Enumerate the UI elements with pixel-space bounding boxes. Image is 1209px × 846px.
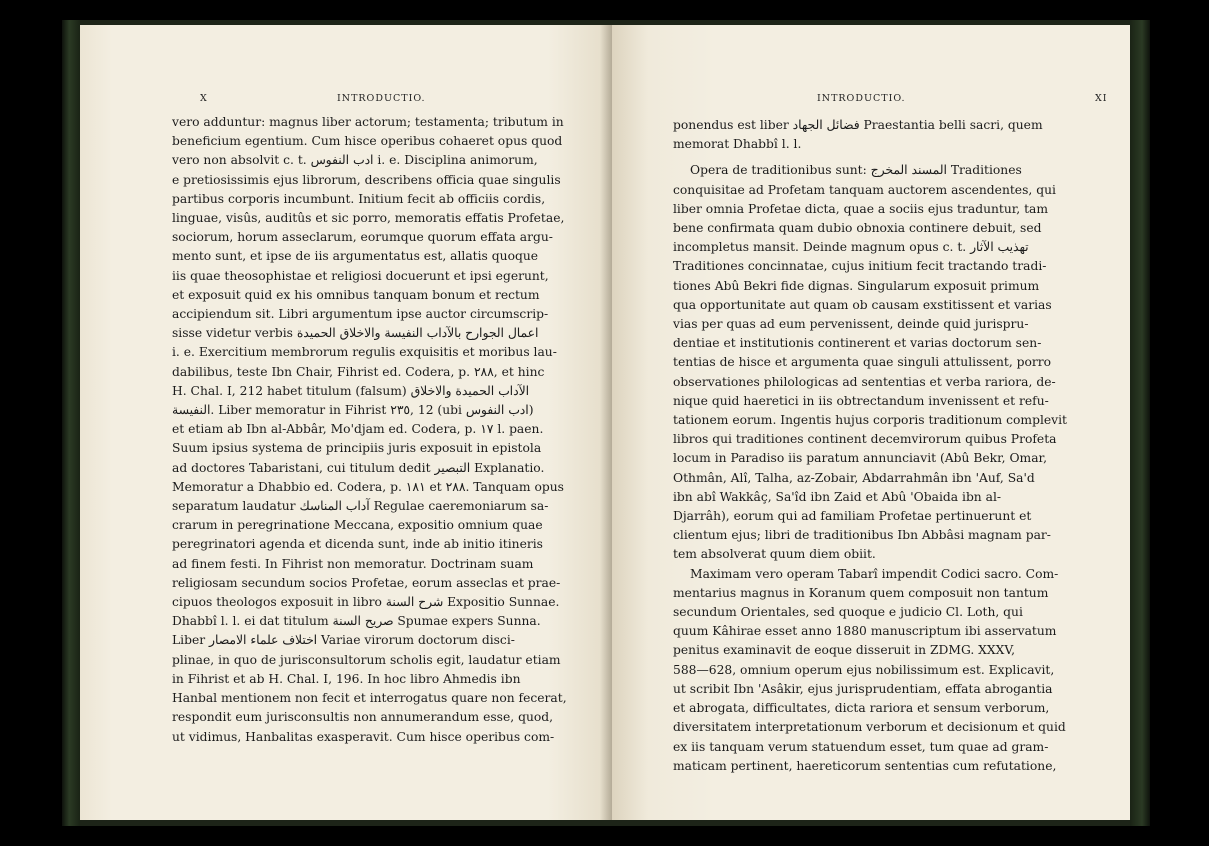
text-line: Traditiones concinnatae, cujus initium fecit tractando tradi- [673, 259, 1047, 274]
text-line: in Fihrist et ab H. Chal. I, 196. In hoc libro Ahmedis ibn [172, 671, 521, 686]
text-line: vias per quas ad eum pervenissent, deinde quid jurispru- [673, 317, 1029, 332]
text-line: sisse videtur verbis اعمال الجوارح بالآداب النفيسة والاخلاق الحميدة [172, 326, 539, 341]
right-page-number: XI [1095, 93, 1108, 104]
right-page [612, 25, 1130, 820]
text-line: ad doctores Tabaristani, cui titulum dedit التبصير Explanatio. [172, 460, 545, 475]
text-line: linguae, visûs, auditûs et sic porro, memoratis effatis Profetae, [172, 211, 565, 226]
text-line: crarum in peregrinatione Meccana, expositio omnium quae [172, 518, 543, 533]
text-line: bene confirmata quam dubio obnoxia continere debuit, sed [673, 221, 1042, 236]
text-line: sociorum, horum asseclarum, eorumque quorum effata argu- [172, 230, 553, 245]
text-line: Dhabbî l. l. ei dat titulum صريح السنة Spumae expers Sunna. [172, 614, 541, 629]
text-line: Maximam vero operam Tabarî impendit Codici sacro. Com- [690, 566, 1059, 581]
text-line: diversitatem interpretationum verborum et decisionum et quid [673, 720, 1066, 735]
text-line: Liber اختلاف علماء الامصار Variae virorum doctorum disci- [172, 633, 515, 648]
text-line: Memoratur a Dhabbio ed. Codera, p. ١٨١ et ٢٨٨. Tanquam opus [172, 479, 564, 494]
text-line: penitus examinavit de eoque disseruit in ZDMG. XXXV, [673, 643, 1016, 658]
text-line: ut scribit Ibn 'Asâkir, ejus jurisprudentiam, effata abrogantia [673, 681, 1053, 696]
text-line: observationes philologicas ad sententias et verba rariora, de- [673, 374, 1056, 389]
text-line: ponendus est liber فضائل الجهاد Praestantia belli sacri, quem [673, 118, 1043, 132]
text-line: tentias de hisce et argumenta quae singuli attulissent, porro [673, 355, 1052, 370]
left-page-number: X [200, 93, 208, 104]
text-line: clientum ejus; libri de traditionibus Ibn Abbâsi magnam par- [673, 528, 1051, 543]
right-running-head: INTRODUCTIO. [817, 93, 906, 104]
text-line: incompletus mansit. Deinde magnum opus c. t. تهذيب الآثار [673, 240, 1029, 255]
text-line: e pretiosissimis ejus librorum, describens officia quae singulis [172, 172, 561, 187]
right-page-text [673, 116, 1076, 776]
text-line: 588—628, omnium operum ejus nobilissimum est. Explicavit, [673, 662, 1055, 677]
text-line: النفيسة. Liber memoratur in Fihrist ٢٣٥, 12 (ubi ادب النفوس) [172, 403, 534, 418]
text-line: quum Kâhirae esset anno 1880 manuscriptum ibi asservatum [673, 624, 1057, 639]
text-line: respondit eum jurisconsultis non annumerandum esse, quod, [172, 710, 554, 725]
text-line: nique quid haeretici in iis obtrectandum invenissent et refu- [673, 393, 1049, 408]
text-line: separatum laudatur آداب المناسك Regulae caeremoniarum sa- [172, 499, 549, 514]
text-line: iis quae theosophistae et religiosi docuerunt et ipsi egerunt, [172, 268, 549, 283]
text-line: beneficium egentium. Cum hisce operibus cohaeret opus quod [172, 134, 563, 149]
text-line: Othmân, Alî, Talha, az-Zobair, Abdarrahmân ibn 'Auf, Sa'd [673, 470, 1035, 485]
text-line: ibn abî Wakkâç, Sa'îd ibn Zaid et Abû 'Obaida ibn al- [673, 489, 1002, 504]
right-binding [1130, 20, 1150, 826]
text-line: partibus corporis incumbunt. Initium fecit ab officiis cordis, [172, 191, 546, 206]
text-line: locum in Paradiso iis paratum annunciavit (Abû Bekr, Omar, [673, 451, 1047, 466]
text-line: et abrogata, difficultates, dicta rariora et sensum verborum, [673, 701, 1050, 716]
text-line: ad finem festi. In Fihrist non memoratur. Doctrinam suam [172, 556, 534, 571]
text-line: dentiae et institutionis continerent et varias doctorum sen- [673, 336, 1042, 351]
text-line: et etiam ab Ibn al-Abbâr, Mo'djam ed. Codera, p. ١٧ l. paen. [172, 422, 544, 437]
text-line: conquisitae ad Profetam tanquam auctorem ascendentes, qui [673, 182, 1056, 197]
text-line: vero adduntur: magnus liber actorum; testamenta; tributum in [172, 115, 564, 129]
text-line: memorat Dhabbî l. l. [673, 137, 802, 152]
text-line: Hanbal mentionem non fecit et interrogatus quare non fecerat, [172, 691, 567, 706]
text-line: tationem eorum. Ingentis hujus corporis traditionum complevit [673, 413, 1067, 428]
text-line: H. Chal. I, 212 habet titulum (falsum) الآداب الحميدة والاخلاق [172, 383, 530, 398]
left-running-head: INTRODUCTIO. [337, 93, 426, 104]
text-line: vero non absolvit c. t. ادب النفوس i. e. Disciplina animorum, [172, 153, 538, 168]
left-page-text [172, 113, 569, 747]
left-page [80, 25, 612, 820]
text-line: religiosam secundum socios Profetae, eorum asseclas et prae- [172, 575, 561, 590]
text-line: Opera de traditionibus sunt: المسند المخرج Traditiones [690, 163, 1022, 178]
text-line: qua opportunitate aut quam ob causam exstitissent et varias [673, 297, 1052, 312]
text-line: mento sunt, et ipse de iis argumentatus est, allatis quoque [172, 249, 539, 264]
text-line: dabilibus, teste Ibn Chair, Fihrist ed. Codera, p. ٢٨٨, et hinc [172, 364, 545, 379]
text-line: i. e. Exercitium membrorum regulis exquisitis et moribus lau- [172, 345, 557, 360]
text-line: maticam pertinent, haereticorum sententias cum refutatione, [673, 758, 1057, 773]
text-line: accipiendum sit. Libri argumentum ipse auctor circumscrip- [172, 307, 549, 322]
text-line: plinae, in quo de jurisconsultorum scholis egit, laudatur etiam [172, 652, 561, 667]
text-line: secundum Orientales, sed quoque e judicio Cl. Loth, qui [673, 605, 1023, 620]
text-line: ut vidimus, Hanbalitas exasperavit. Cum hisce operibus com- [172, 729, 555, 744]
text-line: ex iis tanquam verum statuendum esset, tum quae ad gram- [673, 739, 1049, 754]
text-line: et exposuit quid ex his omnibus tanquam bonum et rectum [172, 287, 540, 302]
text-line: peregrinatori agenda et dicenda sunt, inde ab initio itineris [172, 537, 543, 552]
text-line: liber omnia Profetae dicta, quae a sociis ejus traduntur, tam [673, 201, 1049, 216]
text-line: Suum ipsius systema de principiis juris exposuit in epistola [172, 441, 542, 456]
text-line: Djarrâh), eorum qui ad familiam Profetae pertinuerunt et [673, 509, 1032, 524]
text-line: tem absolverat quum diem obiit. [673, 547, 876, 562]
text-line: libros qui traditiones continent decemvirorum quibus Profeta [673, 432, 1057, 447]
text-line: tiones Abû Bekri fide dignas. Singularum exposuit primum [673, 278, 1040, 293]
text-line: mentarius magnus in Koranum quem composuit non tantum [673, 585, 1049, 600]
text-line: cipuos theologos exposuit in libro شرح السنة Expositio Sunnae. [172, 595, 560, 610]
left-binding [62, 20, 80, 826]
